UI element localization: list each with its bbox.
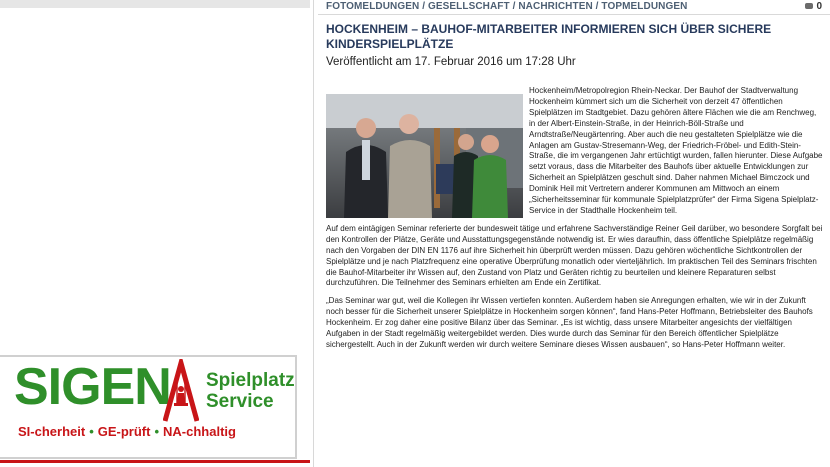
logo-service: Service [206, 391, 274, 412]
comment-count[interactable] [805, 1, 822, 12]
category-links[interactable]: FOTOMELDUNGEN / GESELLSCHAFT / NACHRICHTEN / TOPMELDUNGEN [326, 1, 688, 12]
left-top-bar [0, 0, 310, 8]
comment-count-value: 0 [816, 1, 822, 12]
tagline-geprueft: GE-prüft [97, 424, 151, 439]
comment-icon [805, 3, 813, 9]
tagline-separator: • [154, 424, 160, 439]
article-title[interactable]: HOCKENHEIM – BAUHOF-MITARBEITER INFORMIEREN SICH ÜBER SICHERE KINDERSPIELPLÄTZE [326, 22, 772, 51]
tagline-nachhaltig: NA-chhaltig [163, 424, 236, 439]
logo-spielplatz: Spielplatz [206, 370, 295, 391]
logo-red-line [0, 460, 310, 463]
article-photo [326, 94, 523, 218]
paragraph-1: Hockenheim/Metropolregion Rhein-Neckar. Der Bauhof der Stadtverwaltung Hockenheim kümmert sich um die Sicherheit von derzeit 47 öffentlichen Spielplätzen im Stadtgebiet. Dazu gehören ältere Flächen wie die am Renchweg, in der Albert-Einstein-Straße, in der Heinrich-Böll-Straße und Arndtstraße/Neugärtenring. Aber auch die neu gestalteten Spielplätze wie die Anlagen am Gustav-Stresemann-Weg, der Friedrich-Fröbel- und Edith-Stein-Straße, die im vergangenen Jahr ertüchtigt wurden, fallen hierunter. Diese Aufgabe setzt voraus, dass die Mitarbeiter des Bauhofs über aktuelle Entwicklungen zur Sicherheit an Spielplätzen geschult sind. Daher nahmen Michael Bimczock und Dominik Heil mit Vertretern anderer Kommunen am Mittwoch an einem „Sicherheitsseminar für kommunale Spielplatzprüfer“ der Firma Sigena Spielplatz-Service in der Stadthalle Hockenheim teil. [529, 86, 823, 215]
publish-date: Veröffentlicht am 17. Februar 2016 um 17:28 Uhr [326, 56, 576, 68]
logo-tagline [18, 424, 236, 439]
swing-icon [163, 359, 199, 423]
paragraph-3: „Das Seminar war gut, weil die Kollegen ihr Wissen vertiefen konnten. Außerdem haben sie Anregungen erhalten, wie wir in der Zukunft noch besser für die Sicherheit unserer Spielplätze in Hockenheim sorgen können“, fand Hans-Peter Hoffmann, Betriebsleiter des Bauhofs Hockenheim. Er zog daher eine positive Bilanz über das Seminar. „Es ist wichtig, dass unsere Mitarbeiter angesichts der vielfältigen Aufgaben in der Stadt regelmäßig weitergebildet werden. Dies wurde durch das Seminar für den Bereich öffentlicher Spielplätze sichergestellt. Auch in der Zukunft werden wir durch weitere Seminare dieses Wissen ausbauen“, so Hans-Peter Hoffmann weiter. [326, 296, 813, 349]
article-body [326, 86, 824, 358]
article [318, 0, 830, 467]
sigena-logo [0, 355, 310, 467]
column-divider [313, 0, 314, 467]
paragraph-2: Auf dem eintägigen Seminar referierte der bundesweit tätige und erfahrene Sachverständige Reiner Geil darüber, wo besondere Sorgfalt bei den Kontrollen der Plätze, Geräte und Ausstattungsgegenstände notwendig ist. Er wies daraufhin, dass öffentliche Spielplätze regelmäßig nach den Vorgaben der DIN EN 1176 auf ihre Sicherheit hin überprüft werden müssen. Dazu gehören wöchentliche Sichtkontrollen der Spielplätze und je nach Platzfrequenz eine operative Überprüfung monatlich oder vierteljährlich. Im praktischen Teil des Seminars frischten die Bauhof-Mitarbeiter ihr Wissen auf, den Zustand von Platz und Geräten richtig zu beurteilen und kleinere Reparaturen selbst durchzuführen. Die Teilnehmer des Seminars erhielten am Ende ein Zertifikat. [326, 223, 823, 288]
tagline-separator: • [89, 424, 94, 439]
logo-brand-main: SIGEN [14, 358, 171, 416]
tagline-sicherheit: SI-cherheit [18, 424, 86, 439]
photo-image [326, 94, 523, 218]
category-bar [318, 0, 830, 15]
logo-brand [14, 359, 171, 415]
